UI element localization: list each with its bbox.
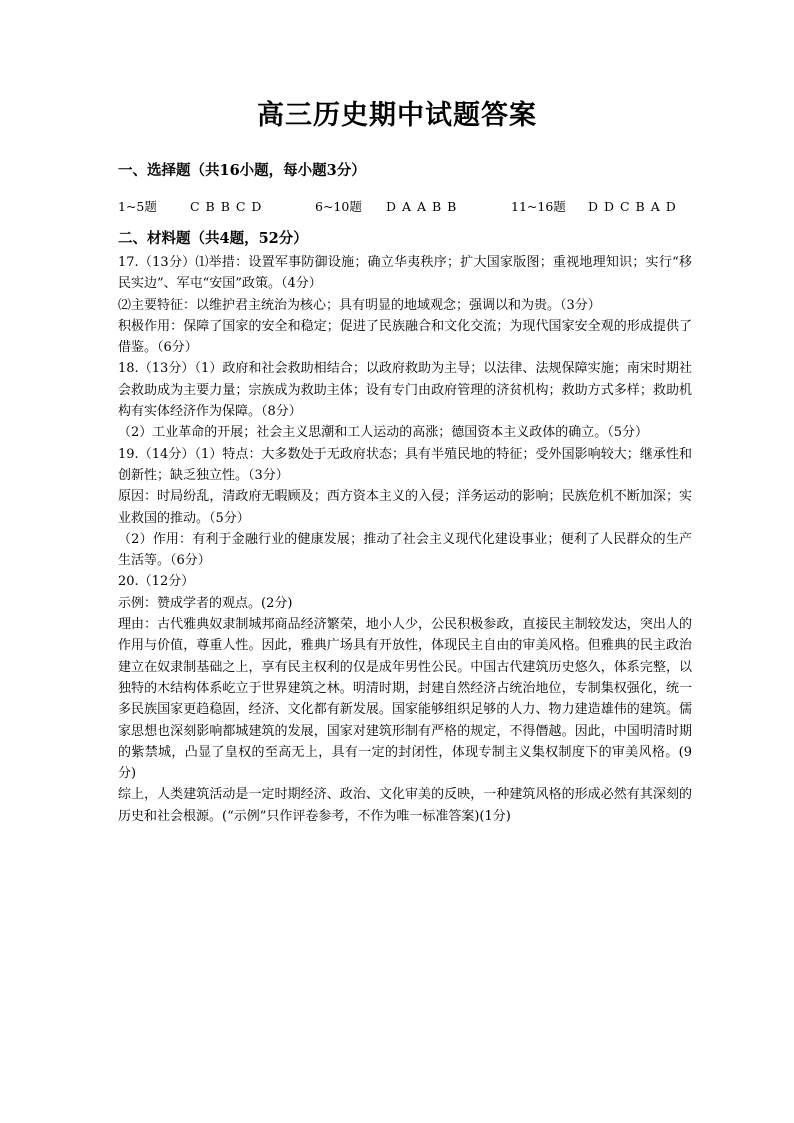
section-heading-material: 二、材料题（共4题，52分） bbox=[118, 230, 308, 247]
page-title: 高三历史期中试题答案 bbox=[257, 100, 537, 131]
answer-range-2: 6~10题 bbox=[315, 199, 362, 214]
answer-paragraph: （2）作用：有利于金融行业的健康发展；推动了社会主义现代化建设事业；便利了人民群众的生产生活等。（6分） bbox=[118, 531, 692, 569]
answer-paragraph: 积极作用：保障了国家的安全和稳定；促进了民族融合和文化交流；为现代国家安全观的形成提供了借鉴。（6分） bbox=[118, 318, 692, 356]
answer-keys-2: D A A B B bbox=[386, 199, 458, 214]
answer-keys-1: C B B C D bbox=[190, 199, 263, 214]
material-answers bbox=[118, 252, 692, 827]
answer-keys-3: D D C B A D bbox=[588, 199, 677, 214]
answer-paragraph: 18.（13分）（1）政府和社会救助相结合；以政府救助为主导；以法律、法规保障实施；南宋时期社会救助成为主要力量；宗族成为救助主体；设有专门由政府管理的济贫机构；救助方式多样；救助机构有实体经济作为保障。（8分） bbox=[118, 361, 692, 420]
answer-paragraph: 理由：古代雅典奴隶制城邦商品经济繁荣，地小人少，公民积极参政，直接民主制较发达，突出人的作用与价值，尊重人性。因此，雅典广场具有开放性，体现民主自由的审美风格。但雅典的民主政治建立在奴隶制基础之上，享有民主权利的仅是成年男性公民。中国古代建筑历史悠久，体系完整，以独特的木结构体系屹立于世界建筑之林。明清时期，封建自然经济占统治地位，专制集权强化，统一多民族国家更趋稳固，经济、文化都有新发展。国家能够组织足够的人力、物力建造雄伟的建筑。儒家思想也深刻影响都城建筑的发展，国家对建筑形制有严格的规定，不得僭越。因此，中国明清时期的紫禁城，凸显了皇权的至高无上，具有一定的封闭性，体现专制主义集权制度下的审美风格。(9分) bbox=[118, 617, 692, 782]
answer-range-3: 11~16题 bbox=[511, 199, 566, 214]
answer-paragraph: ⑵主要特征：以维护君主统治为核心；具有明显的地域观念；强调以和为贵。（3分） bbox=[118, 297, 601, 313]
answer-paragraph: 20.（12分） bbox=[118, 574, 195, 590]
answer-paragraph: 原因：时局纷乱，清政府无暇顾及；西方资本主义的入侵；洋务运动的影响；民族危机不断加深；实业救国的推动。（5分） bbox=[118, 489, 692, 526]
answer-paragraph: 17.（13分）⑴举措：设置军事防御设施；确立华夷秩序；扩大国家版图；重视地理知识；实行“移民实边”、军屯“安国”政策。（4分） bbox=[118, 255, 692, 292]
answer-range-1: 1~5题 bbox=[118, 199, 157, 214]
answer-paragraph: 示例：赞成学者的观点。(2分) bbox=[118, 595, 293, 611]
answer-paragraph: （2）工业革命的开展；社会主义思潮和工人运动的高涨；德国资本主义政体的确立。（5分） bbox=[118, 425, 649, 441]
answer-paragraph: 综上，人类建筑活动是一定时期经济、政治、文化审美的反映，一种建筑风格的形成必然有其深刻的历史和社会根源。(“示例”只作评卷参考，不作为唯一标准答案)(1分) bbox=[118, 787, 692, 824]
section-heading-choice: 一、选择题（共16小题，每小题3分） bbox=[118, 162, 366, 179]
answer-paragraph: 19.（14分）（1）特点：大多数处于无政府状态；具有半殖民地的特征；受外国影响较大；继承性和创新性；缺乏独立性。（3分） bbox=[118, 446, 692, 483]
